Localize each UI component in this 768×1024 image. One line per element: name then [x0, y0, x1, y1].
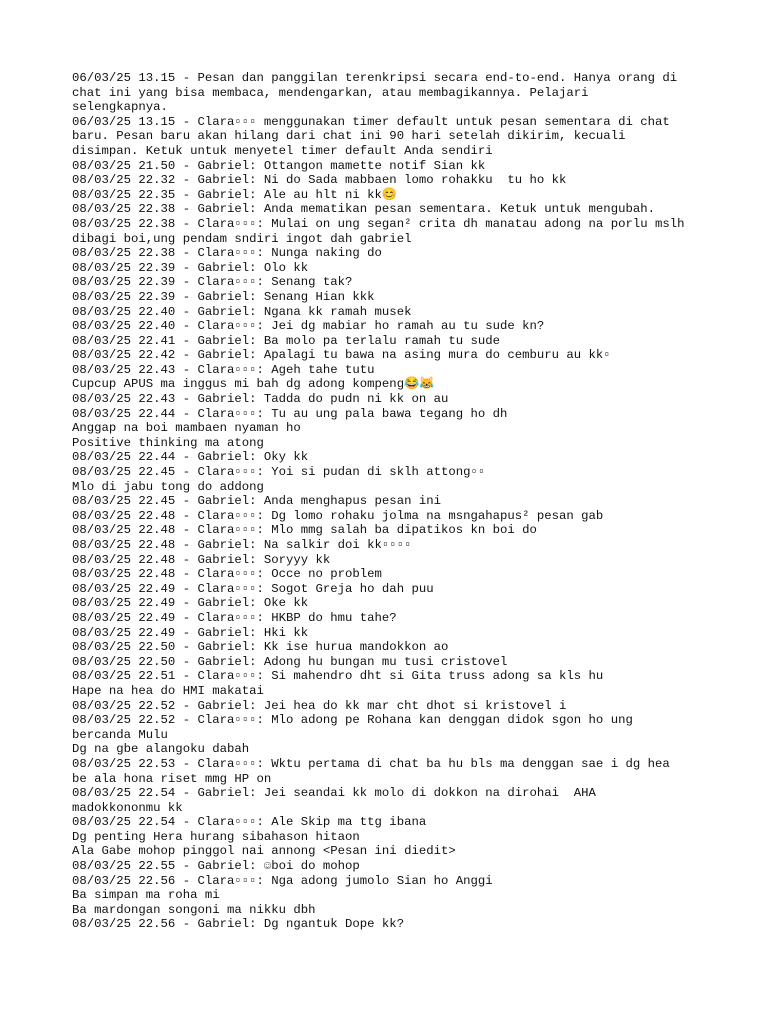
chat-line: Dg penting Hera hurang sibahason hitaon [72, 829, 360, 844]
chat-line: 08/03/25 22.45 - Gabriel: Anda menghapus pesan ini [72, 494, 441, 509]
chat-line: 08/03/25 22.49 - Clara▫▫▫: HKBP do hmu tahe? [72, 610, 397, 625]
chat-line: disimpan. Ketuk untuk menyetel timer default Anda sendiri [72, 143, 493, 158]
chat-line: 08/03/25 22.49 - Clara▫▫▫: Sogot Greja ho dah puu [72, 581, 434, 596]
chat-line: 08/03/25 22.48 - Clara▫▫▫: Occe no problem [72, 567, 382, 582]
chat-line: 08/03/25 22.43 - Gabriel: Tadda do pudn ni kk on au [72, 392, 449, 407]
chat-line: Positive thinking ma atong [72, 435, 264, 450]
chat-line: 08/03/25 22.48 - Clara▫▫▫: Dg lomo rohaku jolma na msngahapus² pesan gab [72, 508, 604, 523]
chat-line: 08/03/25 22.54 - Gabriel: Jei seandai kk molo di dokkon na dirohai AHA [72, 786, 596, 801]
chat-line: 08/03/25 22.35 - Gabriel: Ale au hlt ni kk😊 [72, 187, 398, 202]
chat-line: 08/03/25 22.39 - Gabriel: Olo kk [72, 260, 309, 275]
chat-line: Hape na hea do HMI makatai [72, 683, 264, 698]
chat-line: 08/03/25 22.48 - Clara▫▫▫: Mlo mmg salah ba dipatikos kn boi do [72, 523, 537, 538]
chat-line: 08/03/25 22.39 - Clara▫▫▫: Senang tak? [72, 275, 353, 290]
chat-line: 08/03/25 22.38 - Clara▫▫▫: Nunga naking do [72, 246, 382, 261]
chat-line: 08/03/25 22.38 - Clara▫▫▫: Mulai on ung segan² crita dh manatau adong na porlu mslh [72, 216, 685, 231]
chat-line: Ba simpan ma roha mi [72, 888, 220, 903]
chat-line: chat ini yang bisa membaca, mendengarkan, atau membagikannya. Pelajari [72, 85, 589, 100]
chat-line: madokkononmu kk [72, 800, 183, 815]
chat-line: 08/03/25 22.44 - Gabriel: Oky kk [72, 450, 309, 465]
chat-line: 06/03/25 13.15 - Pesan dan panggilan terenkripsi secara end-to-end. Hanya orang di [72, 71, 678, 85]
chat-line: Anggap na boi mambaen nyaman ho [72, 421, 301, 436]
chat-line: selengkapnya. [72, 100, 168, 115]
chat-line: Ala Gabe mohop pinggol nai annong <Pesan ini diedit> [72, 844, 456, 859]
chat-line: 08/03/25 22.40 - Gabriel: Ngana kk ramah musek [72, 304, 412, 319]
chat-line: 08/03/25 22.49 - Gabriel: Hki kk [72, 625, 309, 640]
chat-line: Mlo di jabu tong do addong [72, 479, 264, 494]
chat-export-text [72, 71, 752, 932]
chat-line: 08/03/25 21.50 - Gabriel: Ottangon mamette notif Sian kk [72, 158, 486, 173]
chat-line: 08/03/25 22.49 - Gabriel: Oke kk [72, 596, 309, 611]
chat-line: 08/03/25 22.32 - Gabriel: Ni do Sada mabbaen lomo rohakku tu ho kk [72, 173, 567, 188]
chat-line: be ala hona riset mmg HP on [72, 771, 272, 786]
chat-line: 08/03/25 22.53 - Clara▫▫▫: Wktu pertama di chat ba hu bls ma denggan sae i dg hea [72, 756, 670, 771]
chat-line: dibagi boi,ung pendam sndiri ingot dah gabriel [72, 231, 412, 246]
chat-line: 08/03/25 22.56 - Gabriel: Dg ngantuk Dope kk? [72, 917, 405, 932]
chat-line: 08/03/25 22.52 - Clara▫▫▫: Mlo adong pe Rohana kan denggan didok sgon ho ung [72, 713, 633, 728]
chat-line: 08/03/25 22.39 - Gabriel: Senang Hian kkk [72, 289, 375, 304]
chat-line: 08/03/25 22.40 - Clara▫▫▫: Jei dg mabiar ho ramah au tu sude kn? [72, 319, 545, 334]
chat-line: 08/03/25 22.48 - Gabriel: Na salkir doi kk▫▫▫▫ [72, 538, 412, 552]
chat-line: 08/03/25 22.56 - Clara▫▫▫: Nga adong jumolo Sian ho Anggi [72, 873, 493, 888]
chat-line: Cupcup APUS ma inggus mi bah dg adong kompeng😂😹 [72, 377, 435, 392]
chat-line: 08/03/25 22.38 - Gabriel: Anda mematikan pesan sementara. Ketuk untuk mengubah. [72, 202, 655, 217]
chat-line: Ba mardongan songoni ma nikku dbh [72, 902, 316, 917]
chat-line: 08/03/25 22.50 - Gabriel: Adong hu bungan mu tusi cristovel [72, 654, 508, 669]
chat-line: baru. Pesan baru akan hilang dari chat ini 90 hari setelah dikirim, kecuali [72, 129, 626, 144]
chat-line: 08/03/25 22.42 - Gabriel: Apalagi tu bawa na asing mura do cemburu au kk▫ [72, 348, 611, 363]
chat-line: Dg na gbe alangoku dabah [72, 742, 250, 757]
chat-line: 08/03/25 22.55 - Gabriel: ☺boi do mohop [72, 859, 360, 874]
chat-line: 08/03/25 22.48 - Gabriel: Soryyy kk [72, 552, 331, 567]
chat-line: 08/03/25 22.44 - Clara▫▫▫: Tu au ung pala bawa tegang ho dh [72, 406, 508, 421]
chat-line: bercanda Mulu [72, 727, 168, 742]
chat-line: 08/03/25 22.52 - Gabriel: Jei hea do kk mar cht dhot si kristovel i [72, 698, 567, 713]
chat-line: 08/03/25 22.43 - Clara▫▫▫: Ageh tahe tutu [72, 362, 375, 377]
chat-line: 08/03/25 22.45 - Clara▫▫▫: Yoi si pudan di sklh attong▫▫ [72, 465, 486, 480]
chat-line: 08/03/25 22.50 - Gabriel: Kk ise hurua mandokkon ao [72, 640, 449, 655]
chat-line: 08/03/25 22.54 - Clara▫▫▫: Ale Skip ma ttg ibana [72, 815, 427, 830]
chat-line: 08/03/25 22.51 - Clara▫▫▫: Si mahendro dht si Gita truss adong sa kls hu [72, 669, 604, 684]
chat-line: 06/03/25 13.15 - Clara▫▫▫ menggunakan timer default untuk pesan sementara di chat [72, 114, 670, 129]
chat-line: 08/03/25 22.41 - Gabriel: Ba molo pa terlalu ramah tu sude [72, 333, 501, 348]
